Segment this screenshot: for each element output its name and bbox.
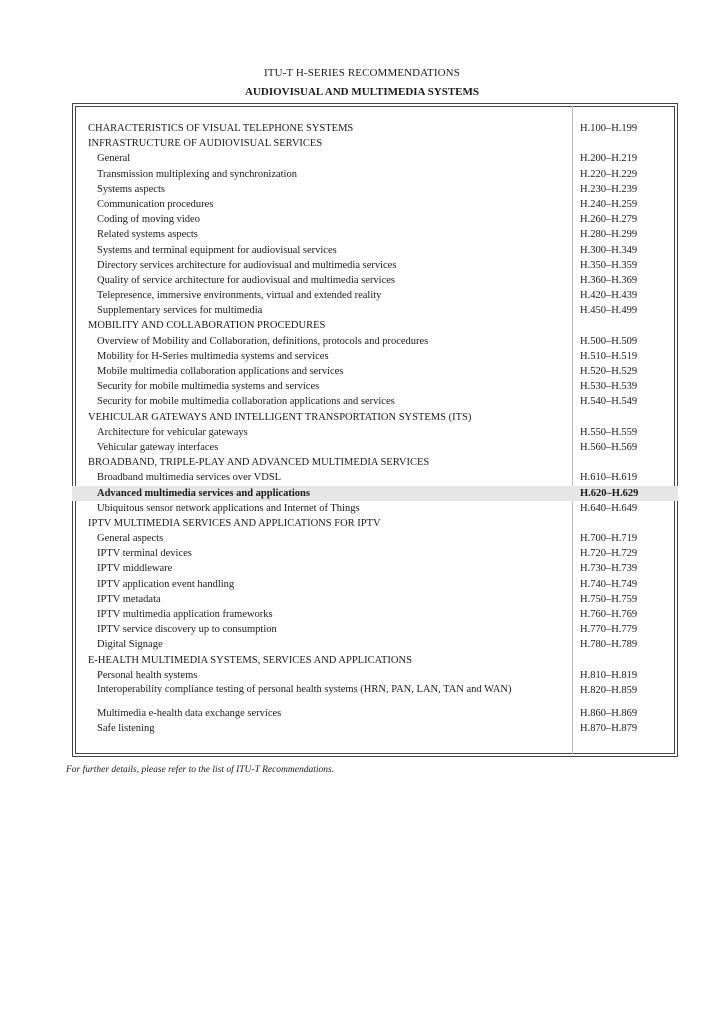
table-row xyxy=(75,151,675,166)
table-row xyxy=(75,394,675,409)
recommendation-range: H.520–H.529 xyxy=(580,366,638,377)
table-row xyxy=(75,288,675,303)
row-label: Interoperability compliance testing of personal health systems (HRN, PAN, LAN, TAN and WAN) xyxy=(97,683,512,695)
section-heading: IPTV MULTIMEDIA SERVICES AND APPLICATIONS FOR IPTV xyxy=(88,517,381,529)
section-heading: BROADBAND, TRIPLE-PLAY AND ADVANCED MULTIMEDIA SERVICES xyxy=(88,457,430,469)
series-subtitle: AUDIOVISUAL AND MULTIMEDIA SYSTEMS xyxy=(244,86,479,98)
row-label: IPTV metadata xyxy=(97,593,161,605)
table-row xyxy=(75,531,675,546)
recommendation-range: H.230–H.239 xyxy=(580,183,638,195)
recommendation-range: H.510–H.519 xyxy=(580,350,638,362)
section-heading-row xyxy=(75,136,675,151)
table-row xyxy=(75,501,675,516)
table-row xyxy=(75,622,675,637)
table-row xyxy=(75,167,675,182)
row-label: Communication procedures xyxy=(97,198,214,210)
recommendation-range: H.550–H.559 xyxy=(580,426,638,438)
table-row xyxy=(75,227,675,242)
recommendation-range: H.560–H.569 xyxy=(580,441,638,453)
recommendation-range: H.610–H.619 xyxy=(580,472,638,484)
recommendations-table xyxy=(75,121,675,736)
row-label: Vehicular gateway interfaces xyxy=(97,441,219,453)
table-row xyxy=(72,486,678,501)
table-row xyxy=(75,379,675,394)
row-label: Telepresence, immersive environments, virtual and extended reality xyxy=(97,290,382,302)
recommendation-range: H.350–H.359 xyxy=(580,259,638,271)
recommendation-range: H.750–H.759 xyxy=(580,593,638,605)
series-title: ITU-T H-SERIES RECOMMENDATIONS xyxy=(264,67,460,79)
recommendation-range: H.420–H.439 xyxy=(580,290,638,302)
section-heading: MOBILITY AND COLLABORATION PROCEDURES xyxy=(88,320,326,332)
recommendation-range: H.220–H.229 xyxy=(580,168,638,180)
row-label: Related systems aspects xyxy=(97,229,198,241)
table-row xyxy=(75,273,675,288)
recommendation-range: H.620–H.629 xyxy=(580,487,639,499)
recommendation-range: H.640–H.649 xyxy=(580,502,638,514)
recommendation-range: H.300–H.349 xyxy=(580,244,638,256)
row-label: Quality of service architecture for audiovisual and multimedia services xyxy=(97,274,395,286)
row-label: Advanced multimedia services and applications xyxy=(97,487,310,499)
recommendation-range: H.820–H.859 xyxy=(580,684,638,696)
table-row xyxy=(75,197,675,212)
row-label: Personal health systems xyxy=(97,669,198,681)
row-label: Systems and terminal equipment for audiovisual services xyxy=(97,244,337,256)
row-label: IPTV application event handling xyxy=(97,578,235,590)
recommendation-range: H.200–H.219 xyxy=(580,153,638,165)
row-label: Supplementary services for multimedia xyxy=(97,305,263,317)
section-heading: INFRASTRUCTURE OF AUDIOVISUAL SERVICES xyxy=(88,138,323,150)
row-label: Security for mobile multimedia collaboration applications and services xyxy=(97,396,395,408)
table-row xyxy=(75,303,675,318)
footer-note: For further details, please refer to the list of ITU-T Recommendations. xyxy=(66,765,335,775)
row-label: IPTV service discovery up to consumption xyxy=(97,624,277,636)
table-row xyxy=(75,212,675,227)
table-row xyxy=(75,258,675,273)
recommendation-range: H.450–H.499 xyxy=(580,305,638,317)
row-label: Mobility for H-Series multimedia systems and services xyxy=(97,350,329,362)
section-heading: VEHICULAR GATEWAYS AND INTELLIGENT TRANSPORTATION SYSTEMS (ITS) xyxy=(88,411,472,423)
row-label: IPTV multimedia application frameworks xyxy=(97,609,273,620)
row-label: Architecture for vehicular gateways xyxy=(97,426,248,438)
section-heading-row xyxy=(75,410,675,425)
table-row xyxy=(75,706,675,721)
row-label: Safe listening xyxy=(97,723,155,735)
table-row xyxy=(75,592,675,607)
row-label: Mobile multimedia collaboration applications and services xyxy=(97,366,344,377)
recommendation-range: H.860–H.869 xyxy=(580,707,638,719)
table-row xyxy=(75,683,675,706)
row-label: Broadband multimedia services over VDSL xyxy=(97,472,282,484)
recommendation-range: H.360–H.369 xyxy=(580,274,638,286)
recommendation-range: H.240–H.259 xyxy=(580,198,638,210)
row-label: Transmission multiplexing and synchronization xyxy=(97,168,297,180)
recommendation-range: H.280–H.299 xyxy=(580,229,638,241)
table-row xyxy=(75,334,675,349)
recommendation-range: H.100–H.199 xyxy=(580,123,638,134)
table-row xyxy=(75,182,675,197)
table-row xyxy=(75,561,675,576)
recommendation-range: H.700–H.719 xyxy=(580,533,638,545)
recommendation-range: H.810–H.819 xyxy=(580,669,638,681)
section-heading-row xyxy=(75,516,675,531)
recommendation-range: H.260–H.279 xyxy=(580,214,638,226)
recommendation-range: H.530–H.539 xyxy=(580,381,638,393)
recommendation-range: H.720–H.729 xyxy=(580,548,638,560)
row-label: Systems aspects xyxy=(97,183,165,195)
row-label: Digital Signage xyxy=(97,639,163,651)
recommendation-range: H.730–H.739 xyxy=(580,563,638,575)
recommendation-range: H.770–H.779 xyxy=(580,624,638,636)
table-row xyxy=(75,470,675,485)
table-row xyxy=(75,440,675,455)
table-row xyxy=(75,546,675,561)
section-heading: CHARACTERISTICS OF VISUAL TELEPHONE SYSTEMS xyxy=(88,123,354,134)
recommendation-range: H.780–H.789 xyxy=(580,639,638,651)
table-row xyxy=(75,349,675,364)
recommendation-range: H.760–H.769 xyxy=(580,609,638,620)
recommendation-range: H.500–H.509 xyxy=(580,335,638,347)
section-heading-row xyxy=(75,121,675,136)
section-heading-row xyxy=(75,318,675,333)
section-heading-row xyxy=(75,653,675,668)
row-label: Multimedia e-health data exchange services xyxy=(97,707,282,719)
table-row xyxy=(75,721,675,736)
table-row xyxy=(75,364,675,379)
recommendation-range: H.870–H.879 xyxy=(580,723,638,735)
row-label: Directory services architecture for audiovisual and multimedia services xyxy=(97,259,397,271)
recommendation-range: H.540–H.549 xyxy=(580,396,638,408)
row-label: Security for mobile multimedia systems and services xyxy=(97,381,320,393)
table-row xyxy=(75,637,675,652)
section-heading: E-HEALTH MULTIMEDIA SYSTEMS, SERVICES AND APPLICATIONS xyxy=(88,654,412,666)
section-heading-row xyxy=(75,455,675,470)
row-label: IPTV terminal devices xyxy=(97,548,192,560)
row-label: IPTV middleware xyxy=(97,563,173,575)
row-label: General aspects xyxy=(97,533,164,545)
table-row xyxy=(75,243,675,258)
row-label: Ubiquitous sensor network applications and Internet of Things xyxy=(97,502,360,514)
row-label: Overview of Mobility and Collaboration, definitions, protocols and procedures xyxy=(97,335,429,347)
table-row xyxy=(75,668,675,683)
recommendation-range: H.740–H.749 xyxy=(580,578,638,590)
table-row xyxy=(75,425,675,440)
row-label: General xyxy=(97,153,131,165)
row-label: Coding of moving video xyxy=(97,214,200,226)
table-row xyxy=(75,577,675,592)
table-row xyxy=(75,607,675,622)
